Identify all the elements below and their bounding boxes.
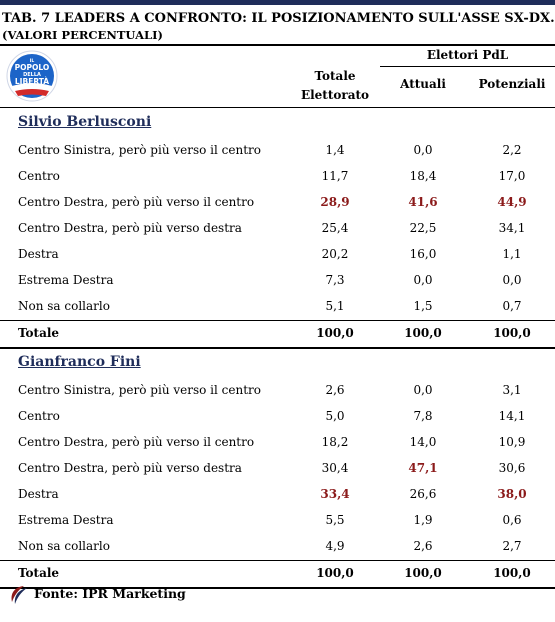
value-totale: 2,6: [325, 383, 345, 397]
table-row: [0, 507, 555, 533]
value-potenziali: 0,7: [502, 299, 522, 313]
table-row: [0, 267, 555, 293]
value-attuali: 0,0: [413, 143, 433, 157]
ipr-marketing-logo-icon: [8, 584, 30, 606]
value-totale: 7,3: [325, 273, 345, 287]
value-totale: 5,5: [325, 513, 345, 527]
top-bar: [0, 0, 555, 5]
source-note: Fonte: IPR Marketing: [34, 586, 186, 601]
table-row: [0, 429, 555, 455]
total-label: Totale: [18, 566, 60, 580]
table-subtitle: (VALORI PERCENTUALI): [2, 28, 163, 42]
row-label: Centro: [18, 409, 60, 423]
value-potenziali: 14,1: [498, 409, 526, 423]
value-attuali: 22,5: [409, 221, 437, 235]
value-totale: 30,4: [321, 461, 349, 475]
svg-text:IL: IL: [29, 59, 35, 64]
table-row: [0, 163, 555, 189]
table-row: [0, 455, 555, 481]
total-attuali: 100,0: [404, 566, 442, 580]
value-totale: 18,2: [321, 435, 349, 449]
table-row: [0, 481, 555, 507]
row-label: Destra: [18, 247, 59, 261]
row-label: Centro Sinistra, però più verso il centro: [18, 383, 261, 397]
header-totale: [295, 67, 375, 105]
total-totale: 100,0: [316, 566, 354, 580]
row-label: Non sa collarlo: [18, 299, 110, 313]
section-bottom-rule: [0, 347, 555, 349]
value-attuali: 0,0: [413, 273, 433, 287]
value-attuali: 47,1: [408, 461, 438, 475]
value-potenziali: 0,0: [502, 273, 522, 287]
value-potenziali: 38,0: [497, 487, 527, 501]
value-potenziali: 34,1: [498, 221, 526, 235]
value-totale: 25,4: [321, 221, 349, 235]
header-group-rule: [380, 66, 555, 67]
value-potenziali: 0,6: [502, 513, 522, 527]
pdl-logo: [6, 50, 58, 102]
total-attuali: 100,0: [404, 326, 442, 340]
table-row: [0, 377, 555, 403]
total-potenziali: 100,0: [493, 566, 531, 580]
value-totale: 4,9: [325, 539, 345, 553]
total-potenziali: 100,0: [493, 326, 531, 340]
header-group-elettori-pdl: Elettori PdL: [426, 48, 509, 62]
svg-text:DELLA: DELLA: [23, 72, 41, 78]
value-attuali: 41,6: [408, 195, 438, 209]
header-potenziali: Potenziali: [478, 77, 546, 91]
row-label: Centro Destra, però più verso il centro: [18, 435, 255, 449]
table-row: [0, 215, 555, 241]
svg-text:POPOLO: POPOLO: [14, 63, 50, 72]
value-potenziali: 17,0: [498, 169, 526, 183]
table-row: [0, 137, 555, 163]
row-label: Centro Destra, però più verso il centro: [18, 195, 255, 209]
value-attuali: 14,0: [409, 435, 437, 449]
value-totale: 5,1: [325, 299, 345, 313]
total-label: Totale: [18, 326, 60, 340]
value-potenziali: 10,9: [498, 435, 526, 449]
value-totale: 33,4: [320, 487, 350, 501]
header-totale-line2: Elettorato: [300, 88, 370, 102]
leader-name: Silvio Berlusconi: [18, 114, 152, 130]
svg-text:LIBERTÀ: LIBERTÀ: [14, 77, 50, 86]
table-row: [0, 241, 555, 267]
value-attuali: 18,4: [409, 169, 437, 183]
value-attuali: 2,6: [413, 539, 433, 553]
table-row: [0, 533, 555, 559]
value-attuali: 1,9: [413, 513, 433, 527]
table-row: [0, 189, 555, 215]
leader-name: Gianfranco Fini: [18, 354, 141, 370]
value-potenziali: 2,7: [502, 539, 522, 553]
row-label: Destra: [18, 487, 59, 501]
value-potenziali: 3,1: [502, 383, 522, 397]
row-label: Non sa collarlo: [18, 539, 110, 553]
value-attuali: 0,0: [413, 383, 433, 397]
value-totale: 28,9: [320, 195, 350, 209]
total-row: [0, 560, 555, 586]
row-label: Estrema Destra: [18, 273, 114, 287]
value-totale: 5,0: [325, 409, 345, 423]
header-totale-line1: Totale: [314, 69, 356, 83]
row-label: Centro Sinistra, però più verso il centro: [18, 143, 261, 157]
value-attuali: 7,8: [413, 409, 433, 423]
value-totale: 11,7: [321, 169, 349, 183]
table-title: TAB. 7 LEADERS A CONFRONTO: IL POSIZIONAMENTO SULL'ASSE SX-DX.: [2, 11, 555, 26]
header-bottom-rule: [0, 107, 555, 108]
total-totale: 100,0: [316, 326, 354, 340]
value-totale: 1,4: [325, 143, 345, 157]
row-label: Centro Destra, però più verso destra: [18, 461, 242, 475]
row-label: Estrema Destra: [18, 513, 114, 527]
total-row: [0, 320, 555, 346]
table-row: [0, 403, 555, 429]
row-label: Centro Destra, però più verso destra: [18, 221, 242, 235]
row-label: Centro: [18, 169, 60, 183]
header-attuali: Attuali: [400, 77, 446, 91]
value-attuali: 26,6: [409, 487, 437, 501]
value-potenziali: 1,1: [502, 247, 522, 261]
value-totale: 20,2: [321, 247, 349, 261]
value-potenziali: 2,2: [502, 143, 522, 157]
value-potenziali: 30,6: [498, 461, 526, 475]
value-attuali: 1,5: [413, 299, 433, 313]
value-attuali: 16,0: [409, 247, 437, 261]
table-row: [0, 293, 555, 319]
value-potenziali: 44,9: [497, 195, 527, 209]
